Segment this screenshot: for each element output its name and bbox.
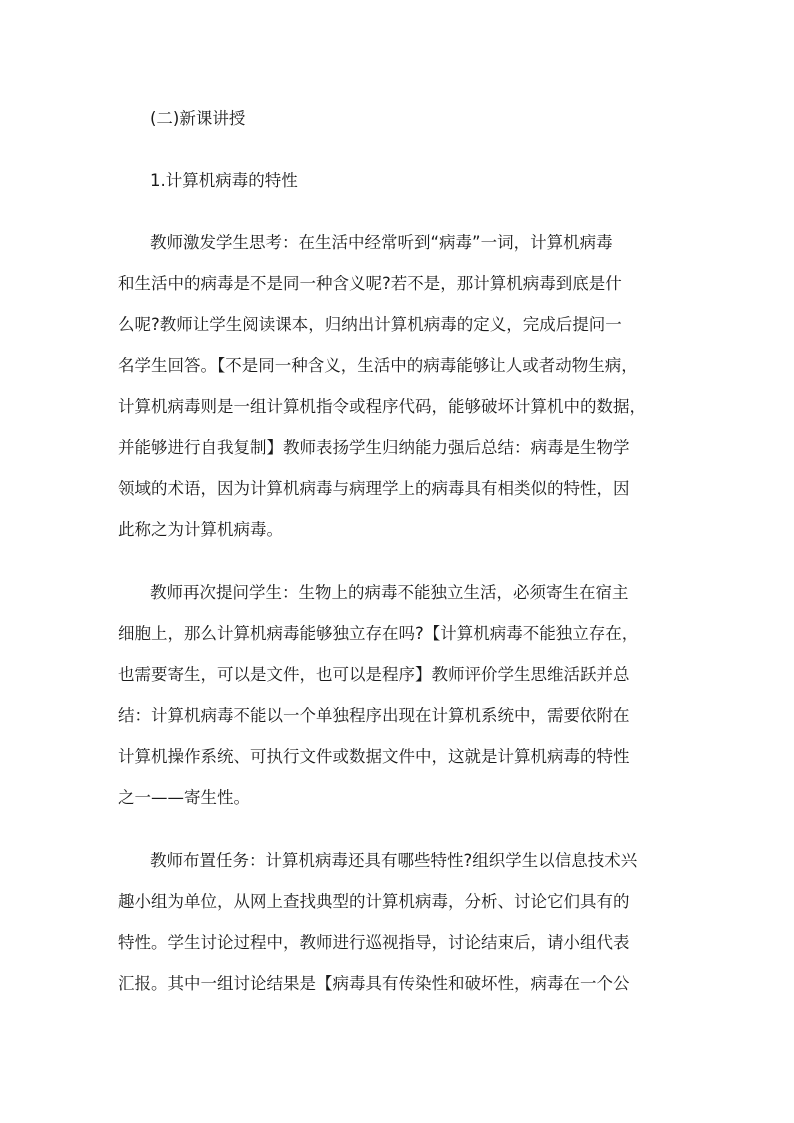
section-heading: (二)新课讲授 [150,109,246,128]
paragraph-line: 汇报。其中一组讨论结果是【病毒具有传染性和破坏性，病毒在一个公 [118,974,630,993]
paragraph-line: 教师布置任务：计算机病毒还具有哪些特性?组织学生以信息技术兴 [150,851,638,870]
paragraph-line: 领域的术语，因为计算机病毒与病理学上的病毒具有相类似的特性，因 [118,479,630,498]
paragraph-line: 细胞上，那么计算机病毒能够独立存在吗?【计算机病毒不能独立存在， [118,624,639,643]
paragraph-line: 计算机病毒则是一组计算机指令或程序代码，能够破坏计算机中的数据， [118,397,646,416]
paragraph-line: 和生活中的病毒是不是同一种含义呢?若不是，那计算机病毒到底是什 [118,274,622,293]
paragraph-line: 名学生回答。【不是同一种含义，生活中的病毒能够让人或者动物生病， [118,356,638,375]
paragraph-line: 计算机操作系统、可执行文件或数据文件中，这就是计算机病毒的特性 [118,747,630,766]
paragraph-line: 教师激发学生思考：在生活中经常听到“病毒”一词，计算机病毒 [150,233,613,252]
paragraph-line: 结：计算机病毒不能以一个单独程序出现在计算机系统中，需要依附在 [118,706,630,725]
paragraph-line: 并能够进行自我复制】教师表扬学生归纳能力强后总结：病毒是生物学 [118,438,630,457]
subsection-heading: 1.计算机病毒的特性 [150,171,298,190]
paragraph-line: 趣小组为单位，从网上查找典型的计算机病毒，分析、讨论它们具有的 [118,892,630,911]
paragraph-line: 特性。学生讨论过程中，教师进行巡视指导，讨论结束后，请小组代表 [118,933,630,952]
paragraph-line: 教师再次提问学生：生物上的病毒不能独立生活，必须寄生在宿主 [150,583,629,602]
paragraph-line: 之一——寄生性。 [118,788,250,807]
paragraph-line: 此称之为计算机病毒。 [118,520,283,539]
paragraph-line: 么呢?教师让学生阅读课本，归纳出计算机病毒的定义，完成后提问一 [118,315,622,334]
paragraph-line: 也需要寄生，可以是文件，也可以是程序】教师评价学生思维活跃并总 [118,665,630,684]
